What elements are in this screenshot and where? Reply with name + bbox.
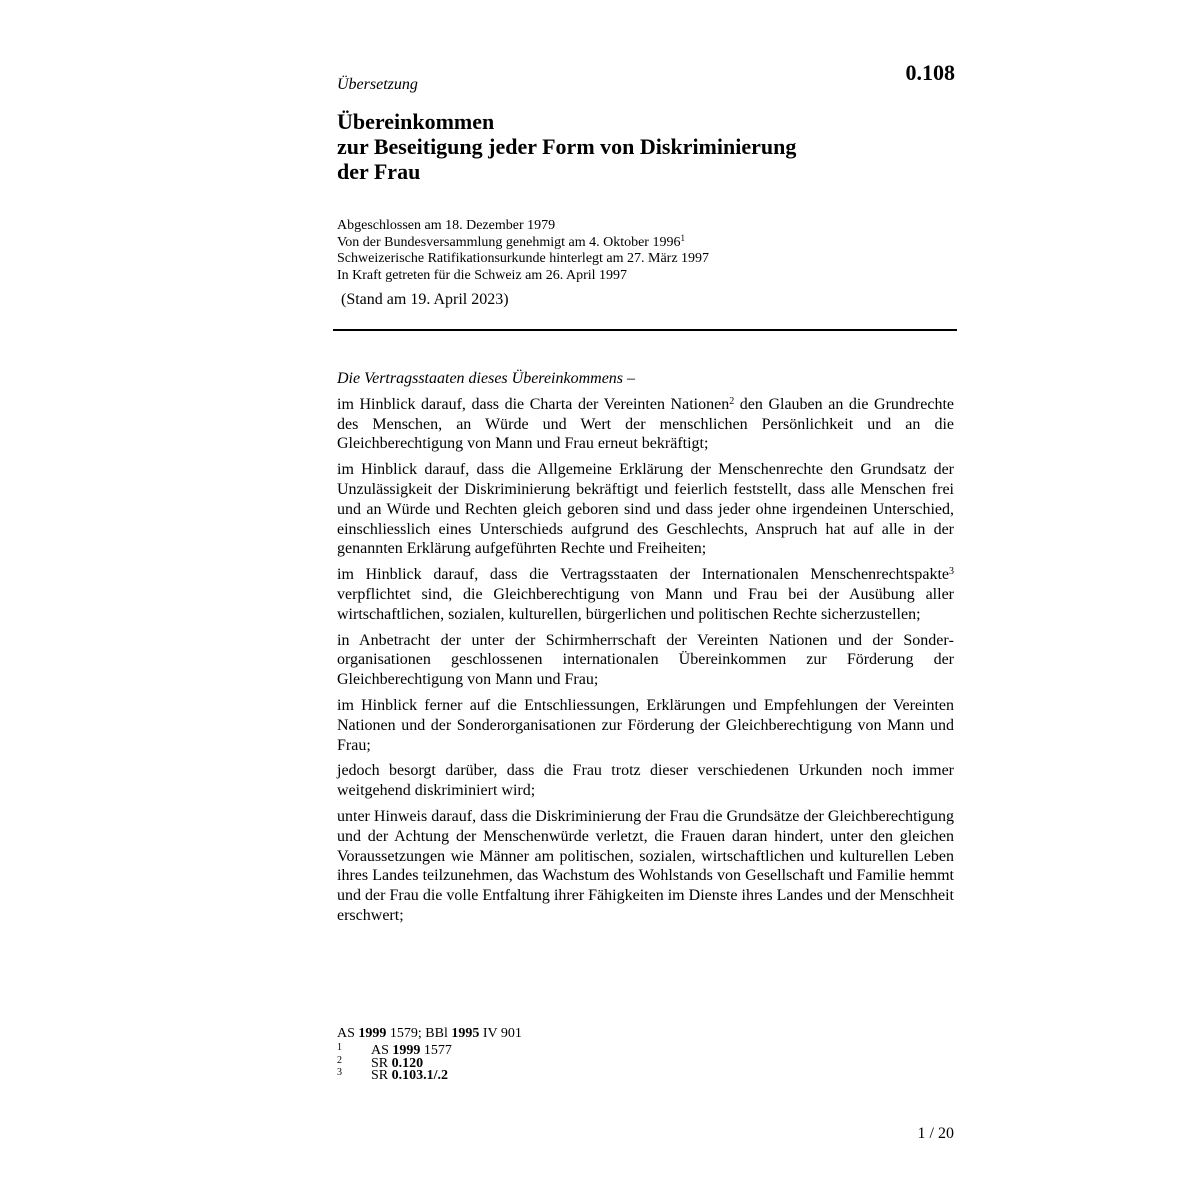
title-line-2: zur Beseitigung jeder Form von Diskriminierung	[337, 134, 797, 159]
concluded-date: Abgeschlossen am 18. Dezember 1979	[337, 218, 556, 233]
footnote-number: 1	[337, 1042, 342, 1053]
footnote-number: 3	[337, 1067, 342, 1078]
footnote-text[interactable]: SR 0.120	[371, 1055, 424, 1071]
source-reference: AS 1999 1579; BBl 1995 IV 901	[337, 1026, 522, 1041]
preamble-paragraph-1: im Hinblick darauf, dass die Charta der Vereinten Nationen$^2$ den Glauben an die Grundrechte des Menschen, an Würde und Wert der menschlichen Persönlichkeit und an die Gleichberechtigung von Mann und Frau erneut bekräftigt;	[337, 395, 954, 453]
preamble	[337, 369, 954, 932]
footnote-3	[337, 1067, 937, 1083]
treaty-metadata	[337, 218, 957, 284]
title-line-1: Übereinkommen	[337, 109, 495, 134]
footnotes	[337, 1026, 937, 1083]
footnote-ref-2[interactable]: 2	[729, 395, 735, 407]
approval-date: Von der Bundesversammlung genehmigt am 4. Oktober 1996$^1$	[337, 232, 685, 250]
sr-number: 0.108	[905, 60, 955, 85]
preamble-paragraph-7: unter Hinweis darauf, dass die Diskriminierung der Frau die Grundsätze der Gleichberechtigung und der Achtung der Menschenwürde verletzt, die Frauen daran hindert, unter den gleichen Voraussetzungen wie Männer am politischen, sozialen, wirtschaftlichen und kulturellen Leben ihres Landes teilzunehmen, das Wachstum des Wohlstands von Gesellschaft und Familie hemmt und der Frau die volle Entfaltung ihrer Fähigkeiten im Dienste ihres Landes und der Menschheit erschwert;	[337, 807, 954, 924]
page-number: 1 / 20	[917, 1125, 954, 1142]
footnote-number: 2	[337, 1054, 342, 1066]
document-title	[337, 109, 897, 184]
footnote-ref-3[interactable]: 3	[949, 566, 954, 578]
preamble-paragraph-3: im Hinblick darauf, dass die Vertragsstaaten der Internationalen Menschenrechtspakte$^3$ verpflichtet sind, die Gleichberechtigung von Mann und Frau bei der Ausübung aller wirtschaftlichen, sozialen, kulturellen, bürgerlichen und politischen Rechte sicherzustellen;	[337, 566, 954, 623]
footnote-text[interactable]: SR 0.103.1/.2	[371, 1068, 449, 1083]
footnote-text[interactable]: AS 1999 1577	[371, 1043, 452, 1058]
status-date: (Stand am 19. April 2023)	[341, 291, 509, 308]
in-force-date: In Kraft getreten für die Schweiz am 26. April 1997	[337, 267, 628, 283]
footnote-1	[337, 1042, 937, 1058]
preamble-paragraph-2: im Hinblick darauf, dass die Allgemeine Erklärung der Menschenrechte den Grundsatz der Unzulässigkeit der Diskriminierung bekräftigt und feierlich feststellt, dass alle Menschen frei und an Würde und Rechten gleich geboren sind und dass jeder ohne irgendeinen Unterschied, einschliesslich eines Unterschieds aufgrund des Geschlechts, Anspruch hat auf alle in der genannten Erklärung aufgeführten Rechte und Freiheiten;	[337, 461, 954, 558]
header-divider	[333, 329, 957, 331]
preamble-paragraph-6: jedoch besorgt darüber, dass die Frau trotz dieser verschiedenen Urkunden noch immer weitgehend diskriminiert wird;	[337, 762, 954, 800]
title-line-3: der Frau	[337, 159, 421, 184]
footnote-ref-1[interactable]: 1	[680, 232, 685, 243]
ratification-date: Schweizerische Ratifikationsurkunde hinterlegt am 27. März 1997	[337, 251, 710, 266]
preamble-paragraph-4: in Anbetracht der unter der Schirmherrschaft der Vereinten Nationen und der Sonderorganisationen geschlossenen internationalen Übereinkommen zur Förderung der Gleichberechtigung von Mann und Frau;	[337, 631, 954, 689]
translation-note: Übersetzung	[337, 76, 418, 93]
preamble-paragraph-5: im Hinblick ferner auf die Entschliessungen, Erklärungen und Empfehlungen der Vereinten Nationen und der Sonderorganisationen zur Förderung der Gleichberechtigung von Mann und Frau;	[337, 696, 954, 754]
preamble-intro: Die Vertragsstaaten dieses Übereinkommens –	[337, 370, 636, 387]
